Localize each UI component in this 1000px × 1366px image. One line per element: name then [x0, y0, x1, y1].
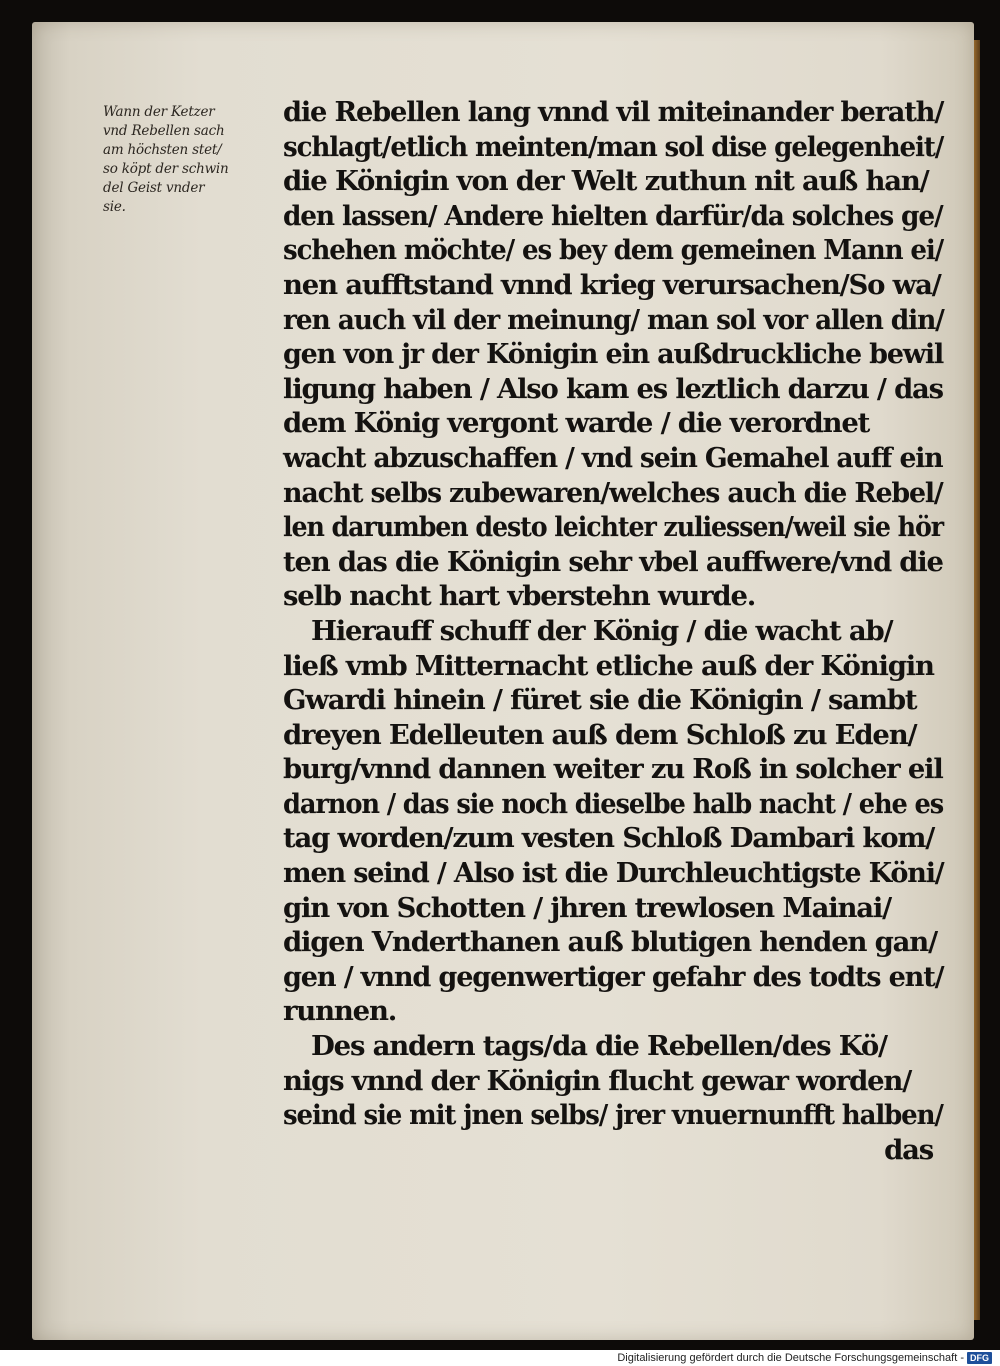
text-line: ren auch vil der meinung/ man sol vor allen din/ — [283, 303, 944, 336]
catchword: das — [884, 1133, 933, 1166]
text-line: runnen. — [283, 995, 397, 1028]
marginal-note — [103, 103, 283, 217]
text-line: gin von Schotten / jhren trewlosen Mainai/ — [283, 891, 891, 924]
text-line: gen von jr der Königin ein außdruckliche bewil — [283, 338, 944, 371]
text-line: die Königin von der Welt zuthun nit auß han/ — [283, 165, 929, 198]
text-line: nen aufftstand vnnd krieg verursachen/So wa/ — [283, 268, 941, 301]
text-line: den lassen/ Andere hielten darfür/da solches ge/ — [283, 199, 943, 232]
margin-line: am höchsten stet/ — [103, 142, 222, 158]
margin-line: so köpt der schwin — [103, 161, 229, 177]
text-line: Hierauff schuff der König / die wacht ab/ — [311, 614, 893, 647]
text-line: len darumben desto leichter zuliessen/weil sie hör — [283, 511, 943, 544]
text-line: ligung haben / Also kam es leztlich darzu / das — [283, 372, 943, 405]
text-line: tag worden/zum vesten Schloß Dambari kom/ — [283, 822, 935, 855]
text-line: dreyen Edelleuten auß dem Schloß zu Eden/ — [283, 718, 917, 751]
text-line: ten das die Königin sehr vbel auffwere/vnd die — [283, 545, 943, 578]
text-line: nacht selbs zubewaren/welches auch die Rebel/ — [283, 476, 943, 509]
text-line: digen Vnderthanen auß blutigen henden gan/ — [283, 926, 937, 959]
text-line: selb nacht hart vberstehn wurde. — [283, 580, 756, 613]
text-line: men seind / Also ist die Durchleuchtigste Köni/ — [283, 857, 944, 890]
text-line: schehen möchte/ es bey dem gemeinen Mann ei/ — [283, 234, 944, 267]
text-line: die Rebellen lang vnnd vil miteinander berath/ — [283, 96, 944, 128]
footer-text: Digitalisierung gefördert durch die Deutsche Forschungsgemeinschaft - — [617, 1352, 964, 1364]
margin-line: Wann der Ketzer — [103, 104, 215, 120]
text-line: Des andern tags/da die Rebellen/des Kö/ — [311, 1030, 887, 1063]
text-line: nigs vnnd der Königin flucht gewar worden/ — [283, 1064, 912, 1097]
text-line: schlagt/etlich meinten/man sol dise gelegenheit/ — [283, 130, 944, 163]
text-line: dem König vergont warde / die verordnet — [283, 407, 870, 440]
text-line: darnon / das sie noch dieselbe halb nacht / ehe es — [283, 787, 944, 820]
text-line: wacht abzuschaffen / vnd sein Gemahel auff ein — [283, 441, 943, 474]
text-line: gen / vnnd gegenwertiger gefahr des todts ent/ — [283, 960, 944, 993]
text-line: burg/vnnd dannen weiter zu Roß in solcher eil — [283, 753, 943, 786]
text-line: ließ vmb Mitternacht etliche auß der Königin — [283, 649, 934, 682]
margin-line: del Geist vnder — [103, 180, 205, 196]
text-line: seind sie mit jnen selbs/ jrer vnuernunfft halben/ — [283, 1099, 943, 1132]
margin-line: sie. — [103, 199, 126, 215]
footer-credit — [617, 1350, 992, 1366]
margin-line: vnd Rebellen sach — [103, 123, 225, 139]
dfg-logo-icon: DFG — [967, 1352, 992, 1364]
main-text — [283, 95, 943, 1167]
text-line: Gwardi hinein / füret sie die Königin / sambt — [283, 684, 917, 717]
